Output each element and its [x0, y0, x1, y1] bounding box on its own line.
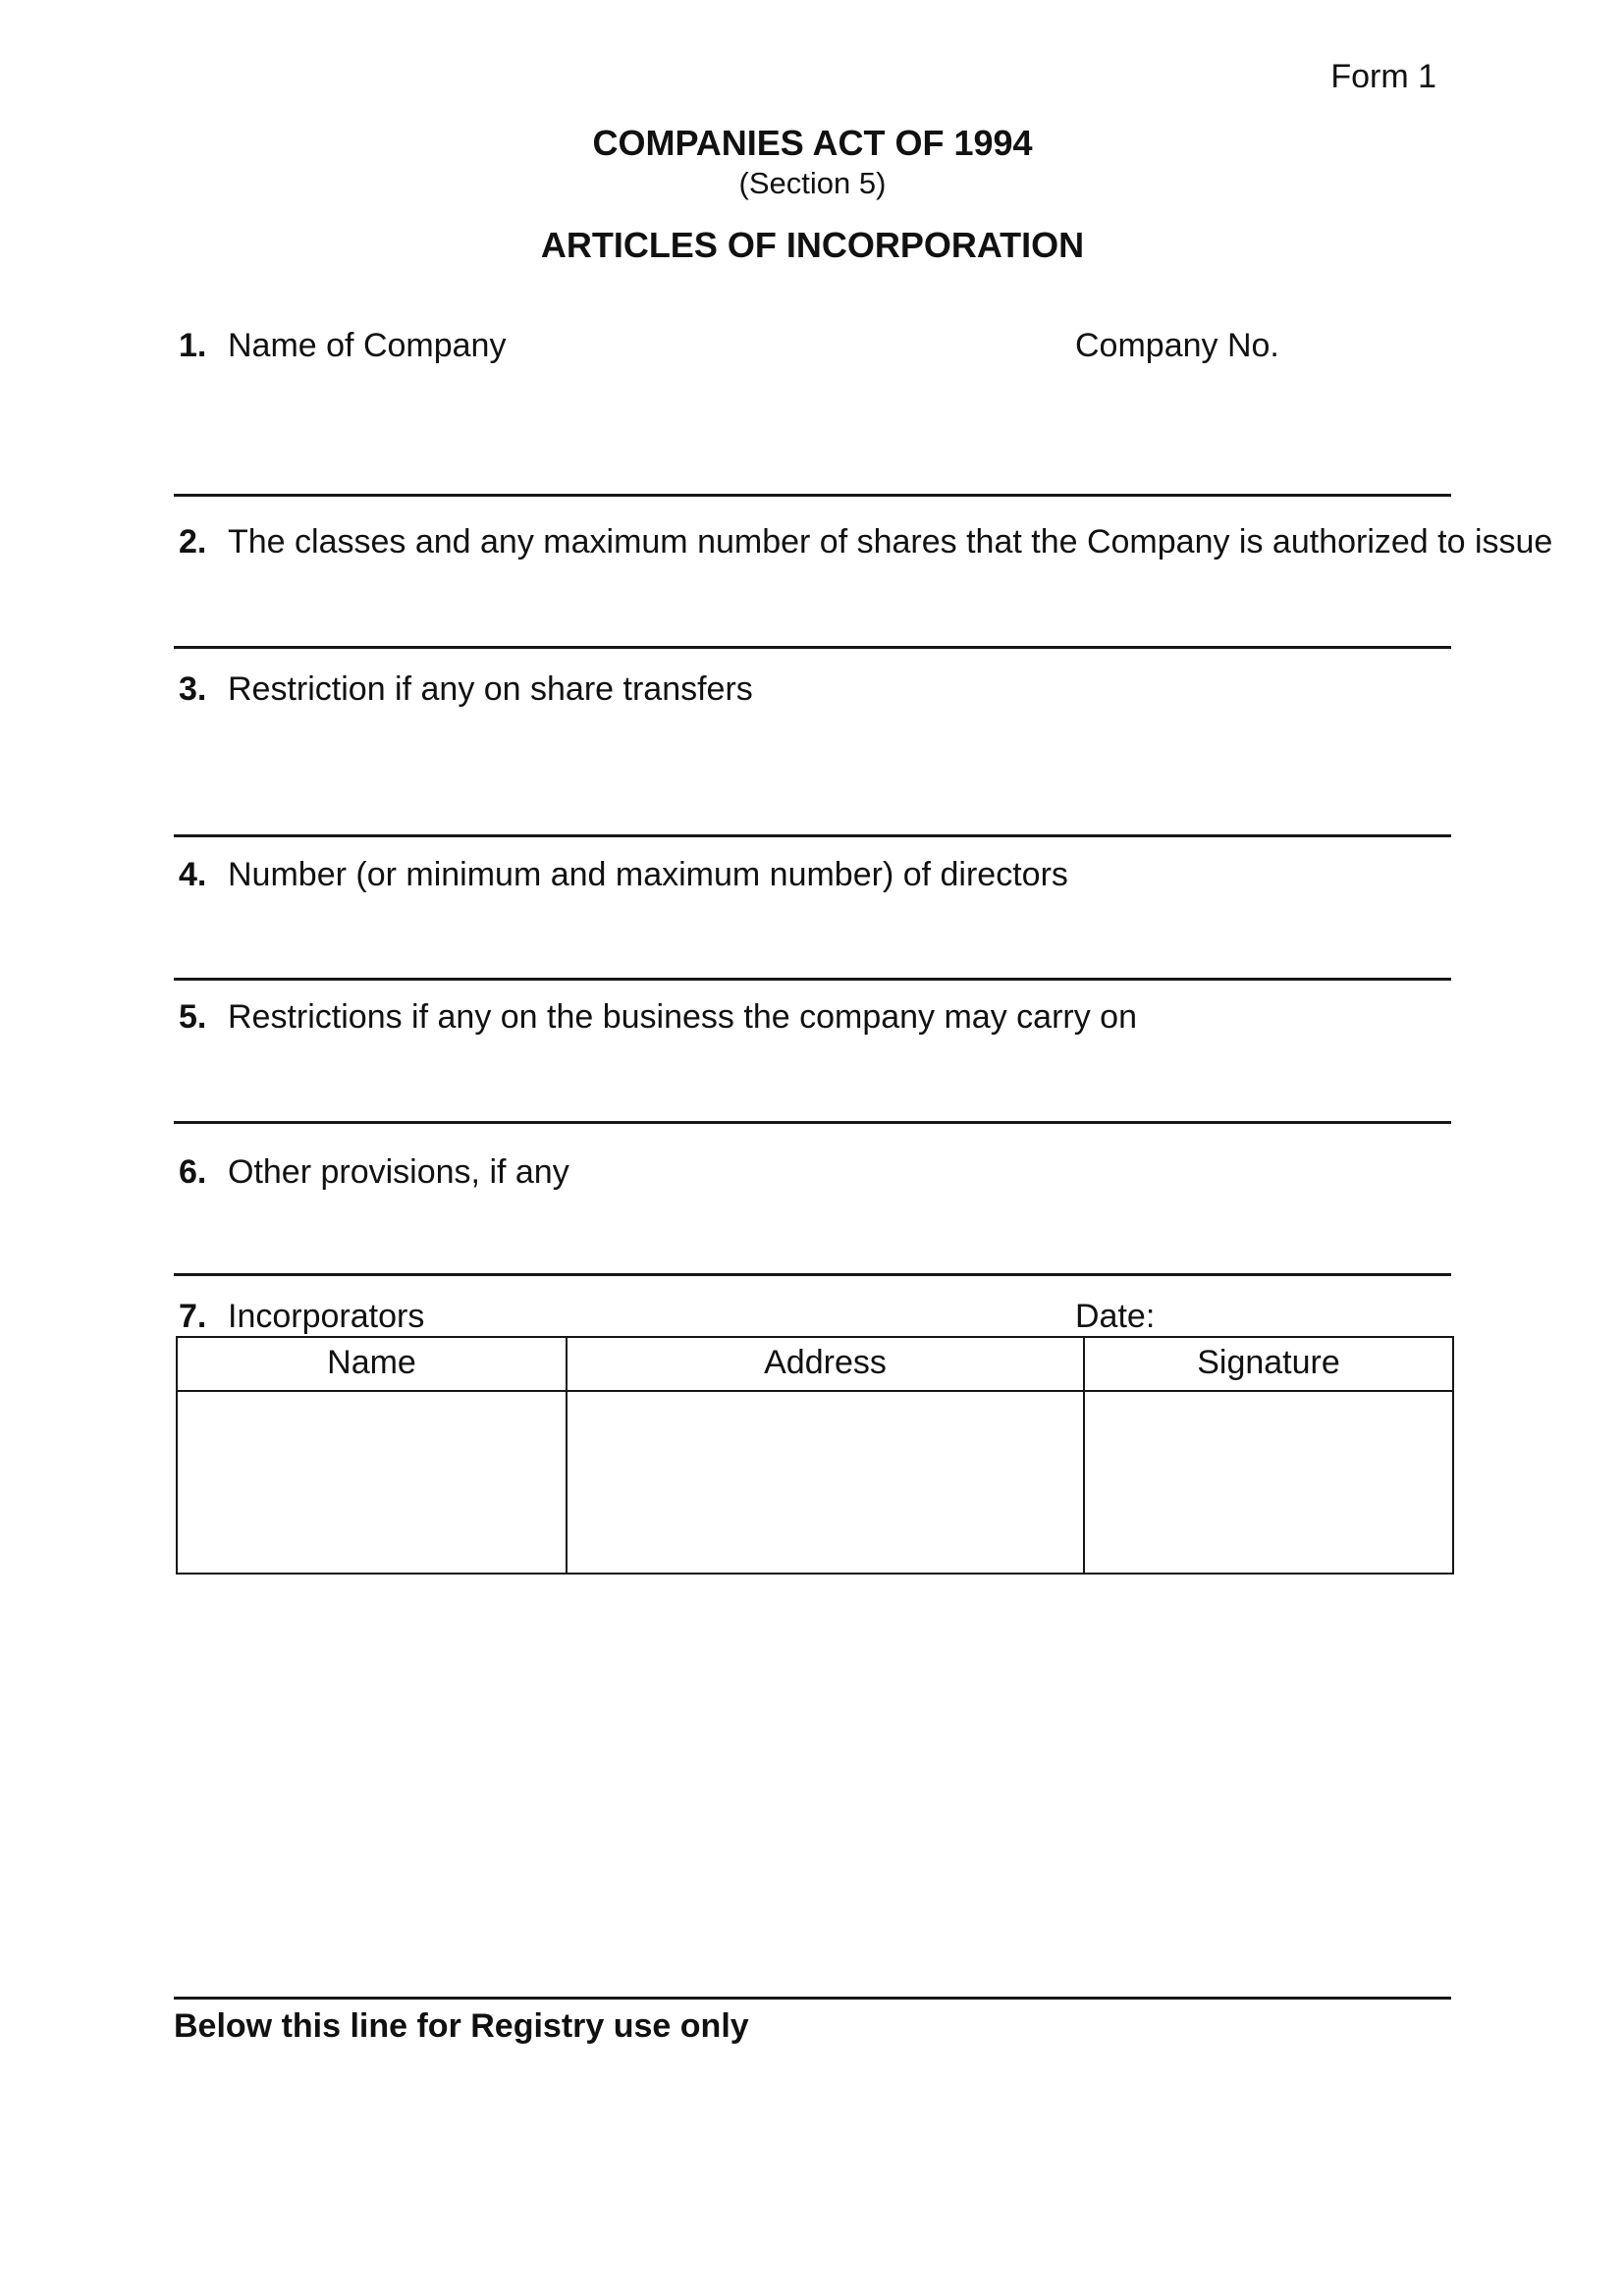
signature-entry-cell[interactable] [1085, 1392, 1452, 1573]
act-title: COMPANIES ACT OF 1994 [592, 123, 1033, 163]
rule-under-item-1 [174, 494, 1451, 497]
name-entry-cell[interactable] [178, 1392, 568, 1573]
item-1-number: 1. [179, 327, 207, 364]
item-6-label: Other provisions, if any [228, 1153, 569, 1191]
item-5-label: Restrictions if any on the business the company may carry on [228, 998, 1137, 1036]
item-2-share-classes [179, 523, 1553, 561]
item-7-number: 7. [179, 1298, 207, 1335]
company-no-label: Company No. [1075, 327, 1279, 364]
address-entry-cell[interactable] [568, 1392, 1085, 1573]
item-6-fill-area[interactable] [174, 1205, 1451, 1269]
date-label: Date: [1075, 1298, 1156, 1335]
item-3-number: 3. [179, 670, 207, 708]
column-header-signature: Signature [1197, 1344, 1340, 1381]
item-5-fill-area[interactable] [174, 1050, 1451, 1117]
item-2-label: The classes and any maximum number of shares that the Company is authorized to issue [228, 523, 1553, 561]
registry-use-note: Below this line for Registry use only [174, 2007, 749, 2045]
item-3-fill-area[interactable] [174, 721, 1451, 829]
form-number-label: Form 1 [1330, 58, 1436, 95]
column-header-address: Address [568, 1338, 1085, 1390]
rule-under-item-2 [174, 646, 1451, 649]
item-7-incorporators [179, 1298, 1451, 1336]
item-4-fill-area[interactable] [174, 908, 1451, 975]
item-4-label: Number (or minimum and maximum number) of directors [228, 856, 1068, 893]
incorporators-table-body-row [178, 1392, 1452, 1573]
item-2-number: 2. [179, 523, 207, 561]
item-6-number: 6. [179, 1153, 207, 1191]
item-5-number: 5. [179, 998, 207, 1036]
item-7-label: Incorporators [228, 1298, 425, 1335]
item-5-business-restrictions [179, 998, 1451, 1037]
rule-under-item-6 [174, 1273, 1451, 1276]
incorporators-table [176, 1336, 1454, 1575]
item-1-label: Name of Company [228, 327, 507, 364]
act-section-subtitle: (Section 5) [738, 166, 887, 200]
rule-under-item-5 [174, 1121, 1451, 1124]
item-6-other-provisions [179, 1153, 1451, 1192]
item-4-number: 4. [179, 856, 207, 893]
item-2-fill-area[interactable] [174, 574, 1451, 643]
item-3-share-transfer-restriction [179, 670, 1451, 709]
column-header-name: Name [178, 1338, 568, 1390]
item-3-label: Restriction if any on share transfers [228, 670, 753, 708]
item-4-number-of-directors [179, 856, 1451, 894]
rule-under-item-3 [174, 834, 1451, 837]
incorporators-table-header-row [178, 1338, 1452, 1392]
document-heading: ARTICLES OF INCORPORATION [540, 225, 1085, 265]
item-1-fill-area[interactable] [174, 378, 1451, 491]
rule-under-item-4 [174, 978, 1451, 981]
registry-divider-rule [174, 1997, 1451, 2000]
